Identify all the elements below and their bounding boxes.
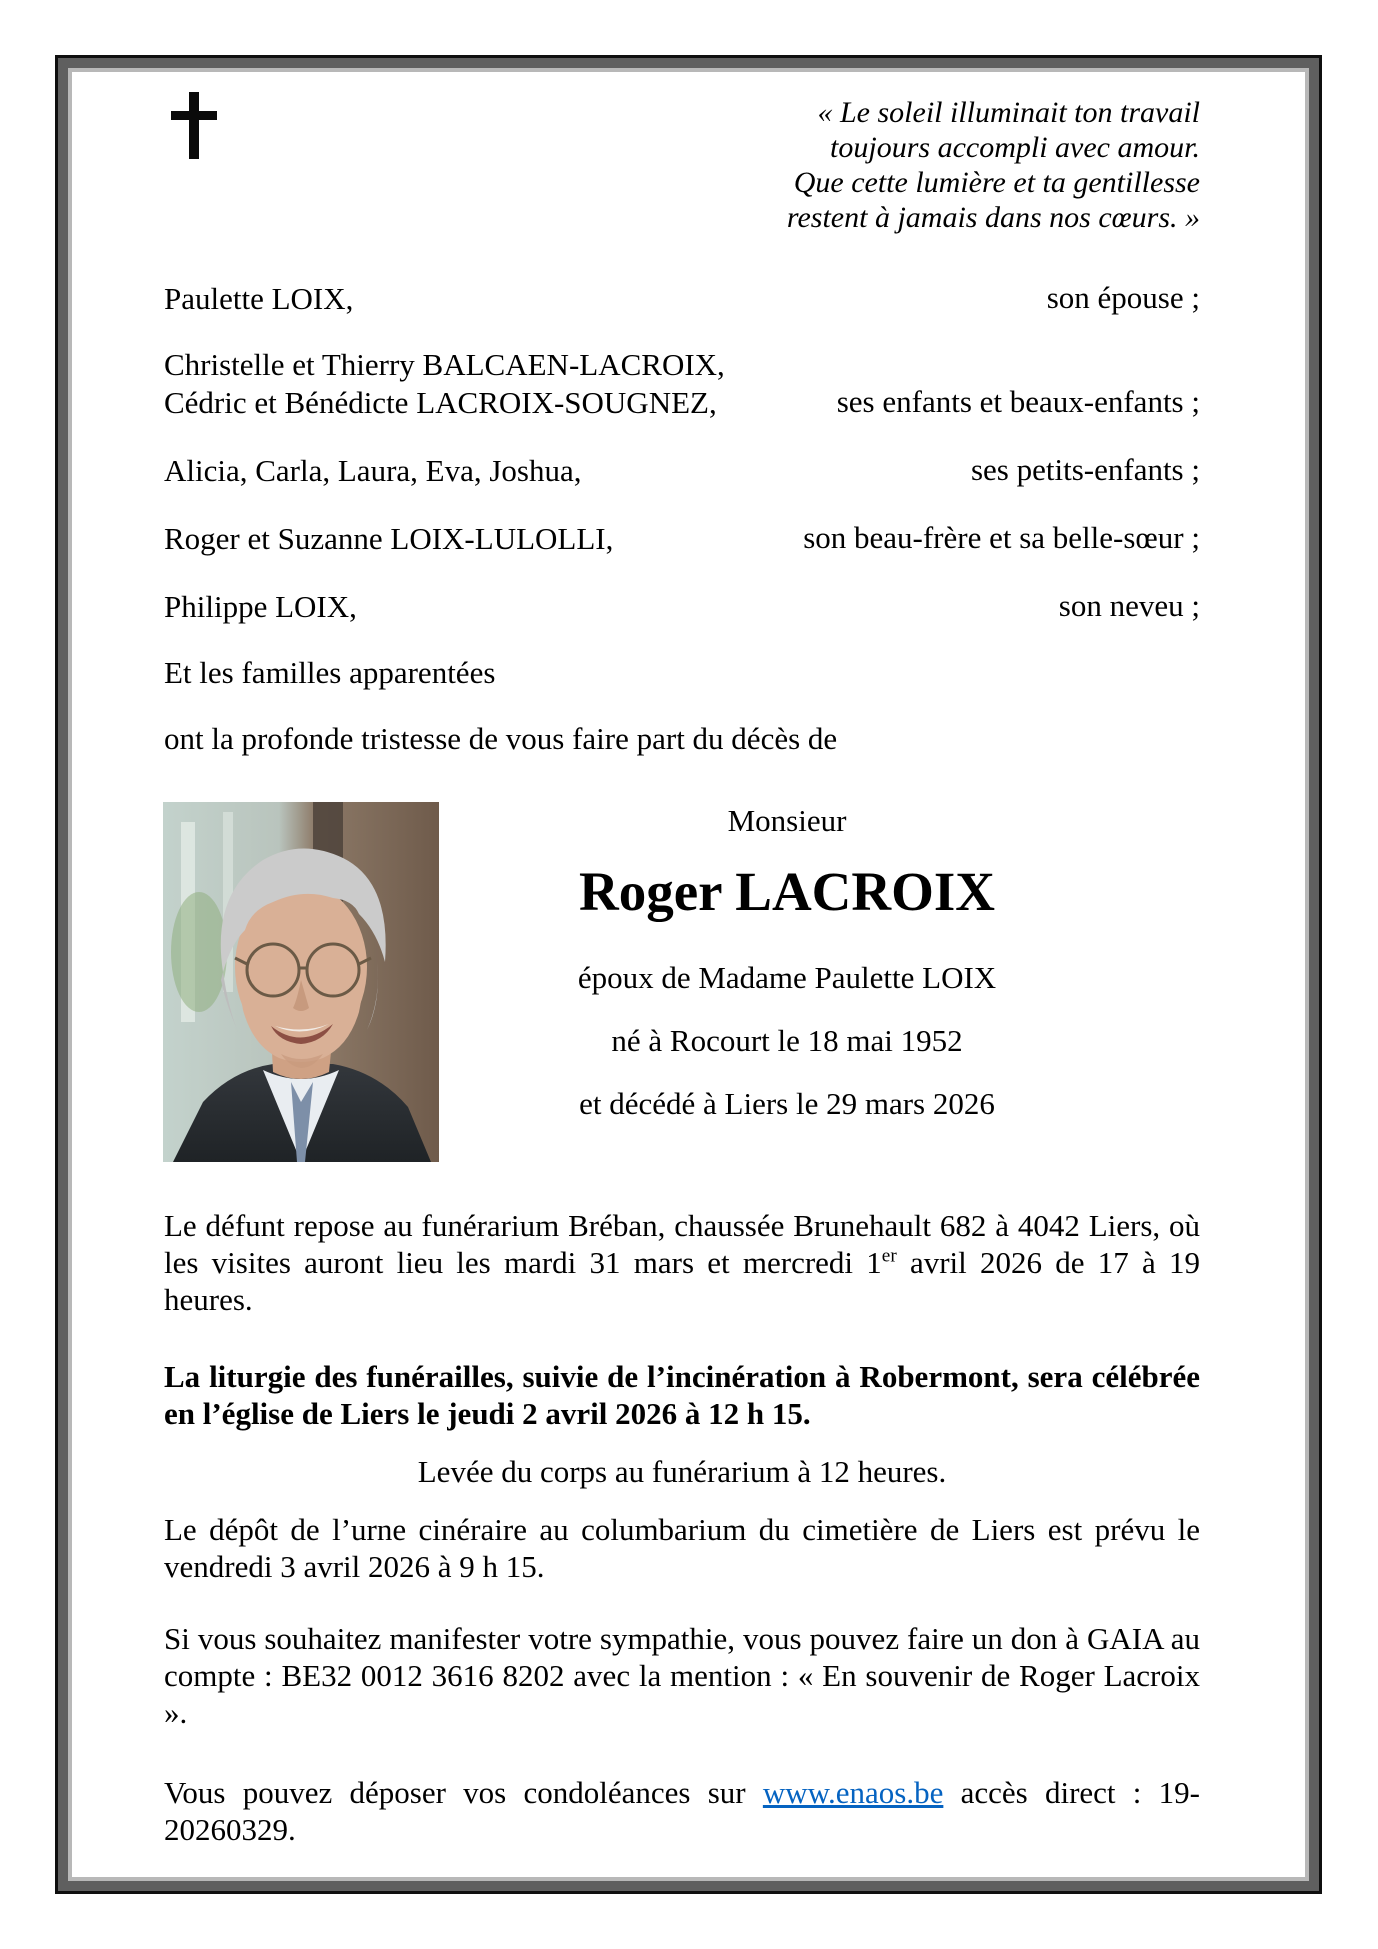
identity-section: [164, 802, 1200, 1162]
obituary-content: [72, 72, 1305, 1877]
family-row: [164, 450, 1200, 490]
birth-line: né à Rocourt le 18 mai 1952: [611, 1023, 963, 1058]
liturgie-paragraph: La liturgie des funérailles, suivie de l’incinération à Robermont, sera célébrée en l’église de Liers le jeudi 2 avril 2026 à 12 h 15.: [164, 1359, 1200, 1431]
spouse-line: époux de Madame Paulette LOIX: [577, 960, 997, 995]
family-row: [164, 654, 1200, 692]
quote-line: restent à jamais dans nos cœurs. »: [786, 201, 1200, 234]
repose-paragraph: Le défunt repose au funérarium Bréban, chaussée Brunehault 682 à 4042 Liers, où les visites auront lieu les mardi 31 mars et mercredi 1er avril 2026 de 17 à 19 heures.: [164, 1208, 1200, 1317]
enaos-link[interactable]: www.enaos.be: [762, 1775, 944, 1810]
salutation: Monsieur: [727, 803, 847, 838]
family-names: Et les familles apparentées: [164, 655, 496, 690]
depot-paragraph: Le dépôt de l’urne cinéraire au columbarium du cimetière de Liers est prévu le vendredi 3 avril 2026 à 9 h 15.: [164, 1512, 1200, 1584]
family-relation: son épouse ;: [1046, 280, 1200, 315]
announcement-paragraphs: [164, 1207, 1200, 1848]
family-list: [164, 278, 1200, 758]
quote-line: toujours accompli avec amour.: [830, 131, 1200, 164]
deceased-name: Roger LACROIX: [578, 861, 996, 922]
family-relation: ses enfants et beaux-enfants ;: [836, 384, 1200, 419]
family-relation: son neveu ;: [1058, 588, 1200, 623]
decorative-frame: [55, 55, 1322, 1894]
family-relation: ses petits-enfants ;: [970, 452, 1200, 487]
memorial-cross-icon: [171, 92, 217, 162]
memorial-quote: [787, 95, 1200, 235]
family-names: ont la profonde tristesse de vous faire part du décès de: [164, 721, 838, 756]
don-paragraph: Si vous souhaitez manifester votre sympathie, vous pouvez faire un don à GAIA au compte : BE32 0012 3616 8202 avec la mention : « En souvenir de Roger Lacroix ».: [164, 1621, 1200, 1730]
family-names: Alicia, Carla, Laura, Eva, Joshua,: [164, 453, 582, 488]
levee-paragraph: Levée du corps au funérarium à 12 heures.: [417, 1454, 947, 1489]
family-names: Paulette LOIX,: [164, 281, 354, 316]
family-names: Christelle et Thierry BALCAEN-LACROIX, Cédric et Bénédicte LACROIX-SOUGNEZ,: [164, 347, 725, 420]
family-row: [164, 586, 1200, 626]
family-row: [164, 720, 1200, 758]
family-relation: son beau-frère et sa belle-sœur ;: [803, 520, 1200, 555]
quote-line: Que cette lumière et ta gentillesse: [793, 166, 1200, 199]
family-names: Roger et Suzanne LOIX-LULOLLI,: [164, 521, 614, 556]
death-line: et décédé à Liers le 29 mars 2026: [579, 1086, 995, 1121]
portrait-photo: [163, 802, 439, 1162]
identity-text: [444, 802, 1130, 1122]
family-row: [164, 346, 1200, 422]
condoleances-paragraph: Vous pouvez déposer vos condoléances sur www.enaos.be accès direct : 19-20260329.: [164, 1775, 1200, 1847]
family-row: [164, 278, 1200, 318]
ordinal-superscript: er: [881, 1245, 897, 1267]
quote-line: « Le soleil illuminait ton travail: [817, 96, 1200, 129]
family-names: Philippe LOIX,: [164, 589, 357, 624]
header: [164, 92, 1200, 235]
family-row: [164, 518, 1200, 558]
